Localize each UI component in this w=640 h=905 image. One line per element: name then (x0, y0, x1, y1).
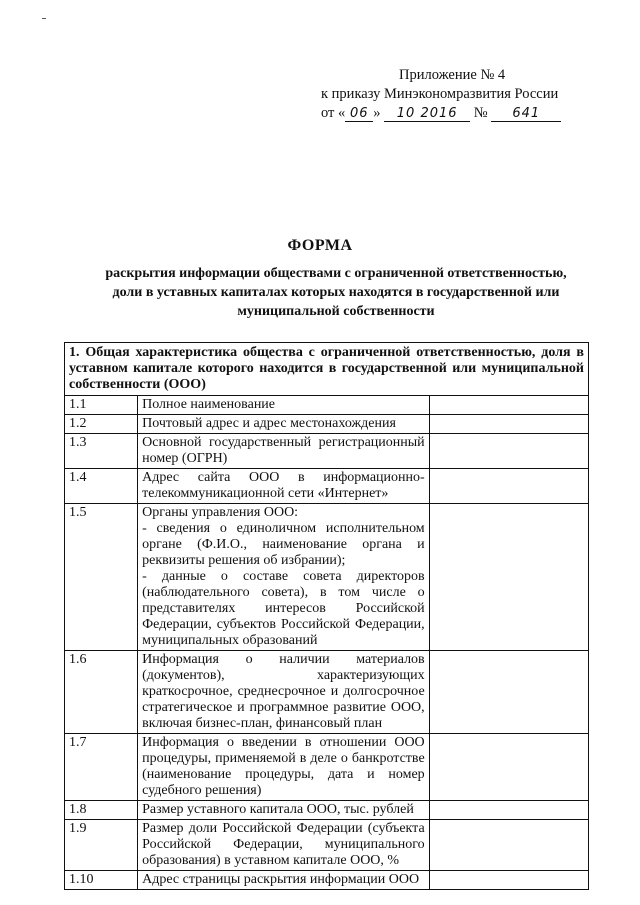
row-value (429, 434, 588, 469)
row-name: Информация о введении в отношении ООО процедуры, применяемой в деле о банкротстве (наименование процедуры, дата и номер судебного решения) (138, 734, 430, 801)
row-number: 1.9 (65, 820, 138, 871)
row-number: 1.6 (65, 651, 138, 734)
row-name: Адрес сайта ООО в информационно-телекоммуникационной сети «Интернет» (138, 469, 430, 504)
row-name: Основной государственный регистрационный номер (ОГРН) (138, 434, 430, 469)
date-prefix: от « (321, 105, 346, 121)
row-number: 1.5 (65, 504, 138, 651)
date-separator: » (373, 105, 381, 121)
row-value (429, 504, 588, 651)
order-number-handwritten: 641 (491, 107, 561, 122)
row-number: 1.10 (65, 871, 138, 890)
table-row (65, 651, 589, 734)
disclosure-table (64, 342, 589, 890)
row-name: Органы управления ООО: (142, 505, 299, 520)
order-reference: к приказу Минэкономразвития России (321, 86, 559, 102)
row-name: Информация о наличии материалов (документов), характеризующих краткосрочное, среднесрочное и долгосрочное стратегическое и программное развитие ООО, включая бизнес-план, финансовый план (138, 651, 430, 734)
row-name: Размер доли Российской Федерации (субъекта Российской Федерации, муниципального образования) в уставном капитале ООО, % (138, 820, 430, 871)
row-value (429, 734, 588, 801)
date-month-year-handwritten: 10 2016 (384, 107, 470, 122)
order-date-line (315, 104, 615, 123)
table-row (65, 469, 589, 504)
table-row (65, 820, 589, 871)
row-name: Полное наименование (138, 396, 430, 415)
row-name-multiline (138, 504, 430, 651)
form-subtitle: раскрытия информации обществами с ограниченной ответственностью, доли в уставных капиталах которых находятся в государственной или муниципальной собственности (105, 266, 567, 319)
row-value (429, 801, 588, 820)
row-value (429, 871, 588, 890)
scan-mark (42, 18, 46, 19)
row-name: Почтовый адрес и адрес местонахождения (138, 415, 430, 434)
table-row (65, 415, 589, 434)
row-name: Адрес страницы раскрытия информации ООО (138, 871, 430, 890)
table-row (65, 734, 589, 801)
table-row (65, 801, 589, 820)
section-heading: 1. Общая характеристика общества с ограниченной ответственностью, доля в уставном капитале которого находится в государственной или муниципальной собственности (ООО) (65, 343, 589, 396)
row-subitem: - сведения о единоличном исполнительном органе (Ф.И.О., наименование органа и реквизиты решения об избрании); (142, 521, 425, 568)
date-day-handwritten: 06 (345, 107, 373, 122)
row-value (429, 415, 588, 434)
row-number: 1.3 (65, 434, 138, 469)
row-number: 1.2 (65, 415, 138, 434)
form-title: ФОРМА (287, 237, 353, 254)
row-number: 1.1 (65, 396, 138, 415)
table-row (65, 871, 589, 890)
row-value (429, 469, 588, 504)
row-value (429, 820, 588, 871)
row-number: 1.7 (65, 734, 138, 801)
table-row (65, 434, 589, 469)
appendix-label: Приложение № 4 (399, 67, 506, 83)
table-row (65, 396, 589, 415)
section-row (65, 343, 589, 396)
row-number: 1.8 (65, 801, 138, 820)
row-value (429, 651, 588, 734)
appendix-header (315, 66, 615, 123)
row-value (429, 396, 588, 415)
table-row (65, 504, 589, 651)
row-subitem: - данные о составе совета директоров (наблюдательного совета), в том числе о представителях интересов Российской Федерации, субъектов Российской Федерации, муниципальных образований (142, 569, 425, 648)
row-number: 1.4 (65, 469, 138, 504)
row-name: Размер уставного капитала ООО, тыс. рублей (138, 801, 430, 820)
number-label: № (473, 105, 488, 121)
